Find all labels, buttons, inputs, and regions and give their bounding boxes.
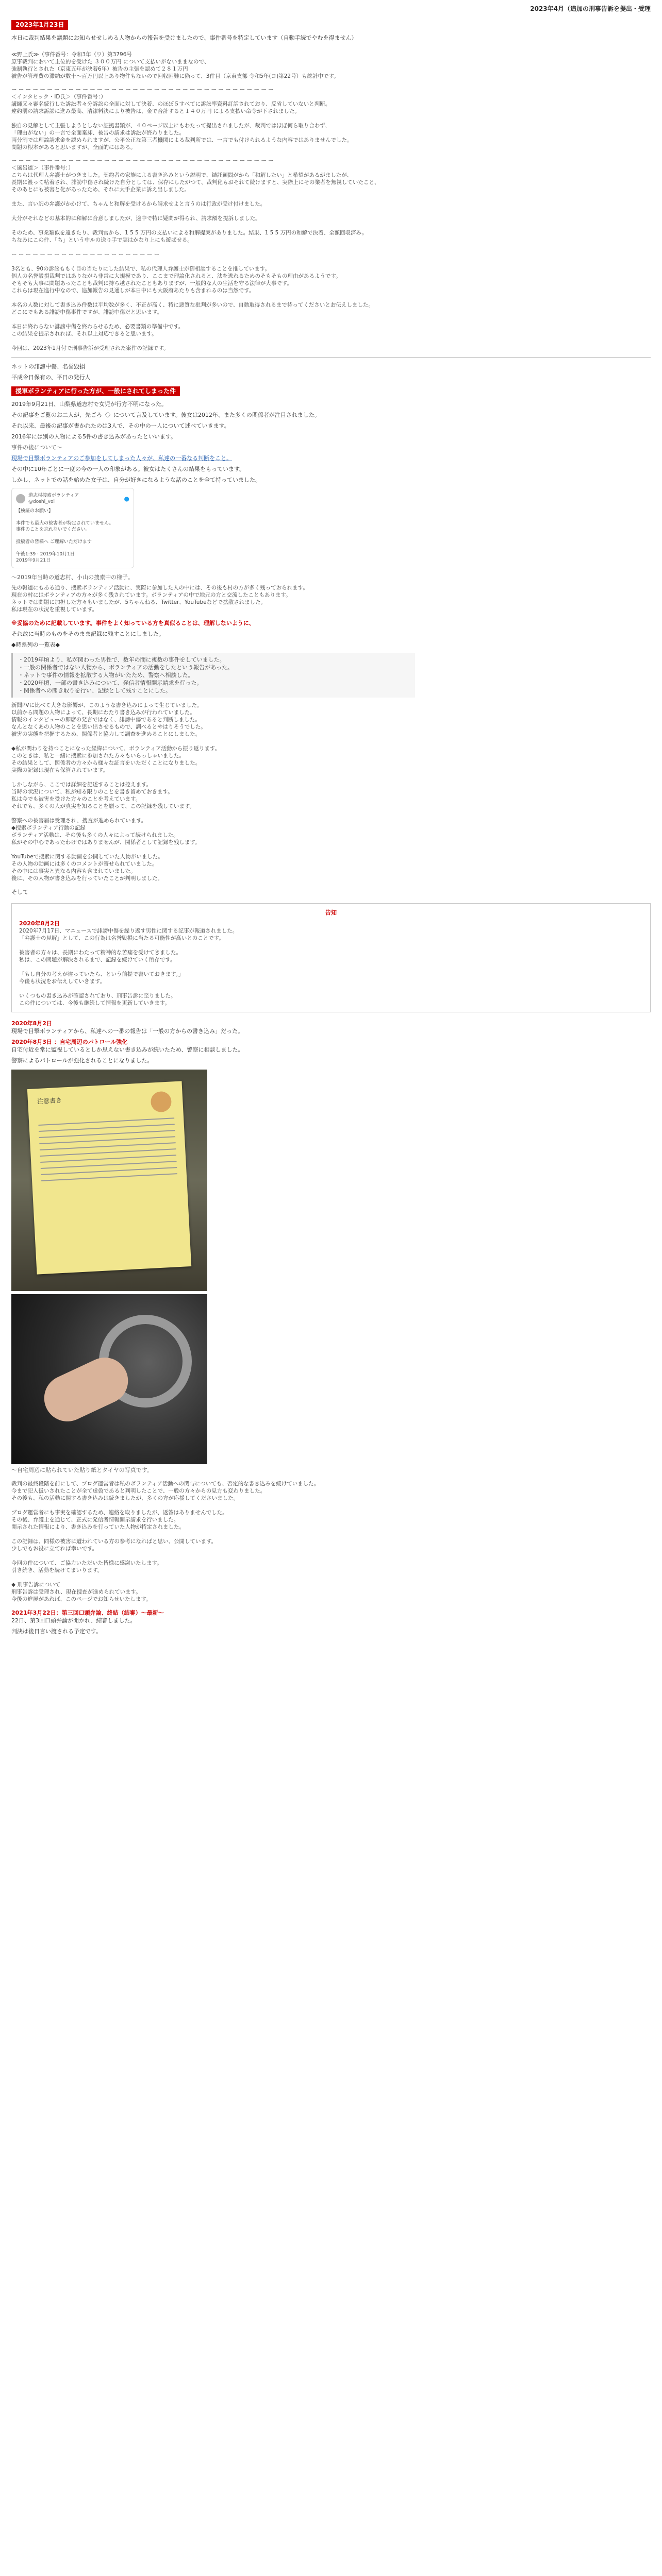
footer-date: 2021年3月22日：第三回口頭弁論、終結（結審）〜最新〜: [11, 1609, 164, 1616]
entry4-subline: 自宅付近を常に監視しているとしか思えない書き込みが続いたため、警察に相談しました。: [11, 1046, 244, 1053]
yoshi-line: [11, 316, 651, 323]
case-lines: [11, 51, 651, 80]
body-line: その人物の動画には多くのコメントが寄せられていました。: [11, 861, 158, 867]
body-line: それでも、多くの人が真実を知ることを願って、この記録を残しています。: [11, 803, 195, 809]
yoshi-line: この結果を提示されれば、それ以上対応できると思います。: [11, 331, 157, 337]
entry5-lines: [11, 1480, 651, 1603]
tweet-embed[interactable]: [11, 488, 134, 568]
para-line: それ以来、最後の記事が書かれたのは3人で、その中の一人について述べていきます。: [11, 422, 230, 429]
body-line: [11, 774, 651, 781]
body-line: 被害の実態を把握するため、関係者と協力して調査を進めることにしました。: [11, 731, 201, 737]
case-line: 被告が管理費の滞納が数十〜百万円以上あり物件もないので回収困難に陥って、3件目（京東支部 令和5年(ヨ)第22号）も総計中です。: [11, 73, 339, 79]
separator-text: そして: [11, 889, 28, 895]
body-line: 警察への被害届は受理され、捜査が進められています。: [11, 818, 147, 824]
page: [11, 0, 651, 1635]
invest-line: 講師又々審名続行した訴訟者々分訴訟の全面に対して決着、のほぼ５すべてに訴訟率資料訂話されており、反省していないと判断。: [11, 101, 331, 107]
entry4-subhead: 2020年8月3日 ：自宅周辺のパトロール強化: [11, 1039, 128, 1045]
yoshi-line: [11, 258, 651, 265]
notice-line: [19, 963, 643, 971]
tweet-line: 事件のことを忘れないでください。: [16, 527, 91, 532]
note-line: それ故に当時のものをそのまま記録に残すことにしました。: [11, 631, 164, 637]
notice-line: [19, 942, 643, 949]
timeline-line: ・一般の関係者ではない人物から、ボランティアの活動をしたという報告があった。: [18, 664, 234, 671]
yoshi-line: [11, 208, 651, 215]
tweet-line: 午後1:39 · 2019年10月1日: [16, 552, 75, 557]
body-line: 情報のインタビューの即席の発言ではなく、誹謗中傷であると判断しました。: [11, 717, 201, 723]
tweet-line: 【検証のお願い】: [16, 509, 54, 514]
tweet-account-name: 道志村捜索ボランティア: [28, 493, 79, 498]
entry4-date: 2020年8月2日: [11, 1020, 52, 1027]
intro-line: ネットの誹謗中傷、名誉毀損: [11, 363, 85, 370]
yoshi-line: ー ー ー ー ー ー ー ー ー ー ー ー ー ー ー ー ー ー ー ー ー: [11, 251, 160, 258]
page-header-title: 2023年4月（追加の刑事告訴を提出・受理: [530, 5, 651, 12]
yoshi-line: これらは現在進行中なので、追加報告の見通しが本日中にも大阪府あたりも含まれるのは当然です。: [11, 287, 255, 294]
invest-line: 両分割では理論請求金を認められますが、公平公正な第三者機関による裁判所では、一言でも付けられるような内容ではありませんでした。: [11, 137, 353, 143]
tweet-line: [16, 514, 129, 520]
invest-line: 違約罰の請求訴訟に進み最高、清潔料決により被告は、金で合計すると１４０万円 による支払い命令が下されました。: [11, 108, 300, 114]
body-line: 現在の村にはボランティアの方々が多く残されています。ボランティアの中で地元の方と交流したこともあります。: [11, 592, 291, 598]
invest-line: 独自の見解として主張しようとしない証拠書類が、４０ページ以上にもわたって提出されましたが、裁判ではほぼ何ら取り合わず、: [11, 123, 330, 129]
yoshi-line: 大分がそれなどの基本的に和解に合意しましたが、途中で特に疑問が得られ、請求額を提訴しました。: [11, 215, 261, 222]
body-line: この記録は、同様の被害に遭われている方の参考になればと思い、公開しています。: [11, 1538, 217, 1545]
body-line: 私は今でも被害を受けた方々のことを考えています。: [11, 796, 141, 802]
invest-line: [11, 115, 651, 122]
body-line: しかしながら、ここでは詳細を記述することは控えます。: [11, 782, 152, 788]
body-line: このときは、私と一緒に捜索に参加された方々もいらっしゃいました。: [11, 753, 185, 759]
entry4-intro: 現場で目撃ボランティアから、私達への一番の報告は「一般の方からの書き込み」だった。: [11, 1028, 244, 1035]
notice-lines: [19, 927, 643, 1007]
notice-line: 被害者の方々は、長期にわたって精神的な苦痛を受けてきました。: [19, 950, 181, 956]
intro-line: 平成令日保有の、平日の発行人: [11, 374, 91, 381]
warning-line: ※妥協のために記載しています。事件をよく知っている方を真似ることは、理解しないように、: [11, 620, 255, 626]
body-line: ◆捜索ボランティア行動の記録: [11, 825, 86, 831]
notice-line: 私は、この問題が解決されるまで、記録を続けていく所存です。: [19, 957, 176, 963]
alert-badge: 援軍ボランティアに行った方が、一般にされてしまった件: [11, 386, 180, 396]
para-line: 2016年には別の人物による5件の書き込みがあったといいます。: [11, 433, 177, 440]
notice-box: [11, 903, 651, 1012]
notice-line: 今後も状況をお伝えしていきます。: [19, 978, 106, 985]
tweet-line: [16, 533, 129, 539]
body-line: その中には事実と異なる内容も含まれていました。: [11, 868, 136, 874]
body-line: 私は現在の状況を重視しています。: [11, 606, 98, 613]
yoshi-line: 3名とも、90の訴訟ももく目の当たりにした結果で、私の代理人弁護士が御相談することを推しています。: [11, 266, 270, 272]
body-line: [11, 1552, 651, 1560]
body-line: YouTubeで捜索に関する動画を公開していた人物がいました。: [11, 854, 163, 860]
yoshi-line: 今回は、2023年1月付で刑事告訴が受理された案件の記録です。: [11, 345, 169, 351]
caption: 〜2019年当時の道志村、小山の捜索中の様子。: [11, 574, 134, 581]
yoshi-line: 本名の人数に対して書き込み件数は平均数が多く、不正が高く、特に悪質な批判が多いので、自動取得されるまで待ってくださいとお伝えしました。: [11, 302, 374, 308]
separator: ー ー ー ー ー ー ー ー ー ー ー ー ー ー ー ー ー ー ー ー ー ー ー ー ー ー ー ー ー ー ー ー ー ー ー ー ー: [11, 158, 274, 164]
case-line: ≪野上氏≫（事件番号：令和3年（ワ）第3796号: [11, 52, 132, 58]
entry-2: [11, 363, 651, 484]
yoshi-line: 長期に渡って粘着され、誹謗中傷され続けた自分としては、保存にしたがつて、裁判化もおそれて続けますと、実際上にその業者を無視していたこと、: [11, 179, 380, 185]
avatar: [16, 494, 25, 503]
caption: 事件の後について〜: [11, 444, 62, 451]
tweet-handle: @doshi_vol: [28, 499, 55, 504]
entry4-subline: 警察によるパトロールが強化されることになりました。: [11, 1057, 153, 1064]
tweet-text: [16, 508, 129, 557]
body-line: その後も、私の活動に関する書き込みは続きましたが、多くの方が応援してくださいました。: [11, 1495, 239, 1501]
yoshi-line: [11, 337, 651, 345]
body-line: 新聞PVに比べて大きな影響が、このような書き込みによって生じていました。: [11, 702, 203, 708]
timeline-head: ◆時系列の一覧表◆: [11, 641, 60, 648]
yoshi-body: [11, 172, 651, 352]
body-line: [11, 810, 651, 817]
body-line: 開示された情報により、書き込みを行っていた人物が特定されました。: [11, 1524, 185, 1530]
para-line: しかし、ネットでの話を始めた女子は、自分が好きになるような話のことを全て持っていました。: [11, 477, 261, 483]
tweet-timestamp: 2019年9月21日: [16, 558, 51, 563]
timeline-line: ・関係者への聞き取りを行い、記録として残すことにした。: [18, 687, 171, 694]
invest-body: [11, 100, 651, 151]
twitter-bird-icon: ●: [124, 495, 129, 502]
notice-line: 「弁護士の見解」として、この行為は名誉毀損に当たる可能性が高いとのことです。: [19, 935, 224, 941]
notice-line: 2020年7月17日、マニュースで誹謗中傷を繰り返す男性に関する記事が報道されました。: [19, 928, 238, 934]
footer-line: 判決は後日言い渡される予定です。: [11, 1628, 102, 1635]
body-line: 引き続き、活動を続けてまいります。: [11, 1567, 103, 1573]
body-line: ブログ運営者にも事実を確認するため、連絡を取りましたが、返答はありませんでした。: [11, 1510, 228, 1516]
body-line: 当時の状況について、私が知る限りのことを書き留めておきます。: [11, 789, 173, 795]
yoshi-line: そのあとにも被害と化があったため、それに大手企業に訴え出しました。: [11, 187, 190, 193]
invest-line: 問題の根本があると思いますが、全面的にはある。: [11, 144, 136, 150]
body-line: 先の報道にもある通り、捜索ボランティア活動に、実際に参加した人の中には、その後も村の方が多く残っておられます。: [11, 585, 308, 591]
entry-3: [11, 573, 651, 896]
yoshi-line: そもそも大事に問題あったことも裁判に持ち越されたこともありますが、一般的な人の生活を守る法律が大事です。: [11, 280, 293, 286]
body-line: ◆私が関わりを持つことになった経緯について、ボランティア活動から振り返ります。: [11, 745, 220, 752]
separator: ー ー ー ー ー ー ー ー ー ー ー ー ー ー ー ー ー ー ー ー ー ー ー ー ー ー ー ー ー ー ー ー ー ー ー ー ー: [11, 87, 274, 93]
body-line: 少しでもお役に立てれば幸いです。: [11, 1546, 98, 1552]
entry-intro: 本日に裁判結果を議題にお知らせせしめる人物からの報告を受けましたので、事件番号を特定しています（自動手続でやむを得ません）: [11, 35, 357, 41]
timeline-line: ・2019年頃より、私が関わった男性で、数年の間に複数の事件をしていました。: [18, 656, 225, 663]
date-badge: 2023年1月23日: [11, 20, 68, 30]
body-line: 後に、その人物が書き込みを行っていたことが判明しました。: [11, 875, 163, 882]
body-line: その結果として、関係者の方々から様々な証言をいただくことになりました。: [11, 760, 201, 766]
body-line: [11, 1531, 651, 1538]
body-line: ネットでは問題に加担した方々もいましたが、5ちゃんねる、Twitter、YouTubeなどで拡散されました。: [11, 599, 267, 605]
footer-line: 22日、第3回口頭弁論が開かれ、結審しました。: [11, 1617, 136, 1624]
yoshi-line: どこにでもある誹謗中傷事件ですが、誹謗中傷だと思います。: [11, 309, 163, 315]
tweet-line: 本件でも最大の被害者が特定されていません。: [16, 521, 114, 526]
notice-title: 告知: [325, 909, 337, 916]
yoshi-line: [11, 294, 651, 301]
body-line: 今後の進展があれば、このページでお知らせいたします。: [11, 1596, 152, 1602]
body-line: ◆ 刑事告訴について: [11, 1582, 61, 1588]
date-line: 2019年9月21日、山梨県道志村で女児が行方不明になった。: [11, 401, 167, 408]
highlight-link[interactable]: 現場で目撃ボランティアのご参加をしてしまった人々が、私達の一番なる判断をこと。: [11, 455, 233, 462]
photo-caption: 〜自宅周辺に貼られていた貼り紙とタイヤの写真です。: [11, 1467, 153, 1473]
case-line: 強制執行とされた（京東五年が決着6年）被告の主張を認めて２８１万円: [11, 66, 188, 72]
body-line: [11, 846, 651, 853]
invest-line: 「理由がない」の一言で全面棄却、被告の請求は訴訟が終わりました。: [11, 130, 185, 136]
yoshi-line: 本日に終わらない誹謗中傷を終わらせるため、必要書類の準備中です。: [11, 324, 184, 330]
body-line: [11, 1574, 651, 1581]
entry3-lines: [11, 584, 651, 613]
yoshi-head: ＜風呂道＞（事件番号：）: [11, 165, 74, 171]
notice-line: 「もし自分の考えが違っていたら、という前提で書いておきます。」: [19, 971, 184, 977]
para-line: その中に10年ごとに一度の今の一人の印象がある。彼女はたくさんの結果をもっています。: [11, 466, 245, 472]
yoshi-line: 個人の名誉毀損裁判ではありながら非常に大規模であり、ここまで理論化されると、法を逃れるためのそもそもの理由があるようです。: [11, 273, 341, 279]
yoshi-line: こちらは代理人弁護士がつきました。契約者の家族による書き込みという説明で、結託顧問がから「和解したい」と希望があるがましたが、: [11, 172, 353, 178]
body-line: ボランティア活動は、その後も多くの人々によって続けられました。: [11, 832, 179, 838]
para-line: その記事をご覧のお二人が、先ごろ〈〉について言及しています。彼女は2012年、また多くの関係者が注目されました。: [11, 412, 320, 418]
notice-line: [19, 985, 643, 992]
invest-head: ＜インタヒック・ID氏＞（事件番号：）: [11, 94, 106, 100]
yoshi-line: また、言い訳の弁護がかかけて、ちゃんと和解を受けるから請求せよと言うのは行政が受け付けました。: [11, 201, 266, 207]
body-line: [11, 1502, 651, 1509]
tire-photo: [11, 1294, 207, 1464]
bear-illustration: [150, 1091, 172, 1113]
entry-1: [11, 18, 651, 352]
yoshi-line: [11, 193, 651, 200]
notice-date: 2020年8月2日: [19, 920, 60, 927]
timeline-line: ・ネットで事件の情報を拡散する人物がいたため、警察へ相談した。: [18, 672, 194, 679]
yoshi-line: [11, 244, 651, 251]
body-line: 今回の件について、ご協力いただいた皆様に感謝いたします。: [11, 1560, 162, 1566]
tweet-line: [16, 545, 129, 551]
timeline-quote: [11, 653, 415, 698]
body-line: 実際の記録は現在も保管されています。: [11, 767, 109, 773]
body-line: 裁判の最終段階を前にして、ブログ運営者は私のボランティア活動への関与についても、否定的な書き込みを続けていました。: [11, 1481, 320, 1487]
yoshi-line: [11, 222, 651, 229]
entry3-body: [11, 702, 651, 882]
body-line: 今まで犯人扱いされたことが全て虚偽であると判明したことで、一般の方々からの見方も変わりました。: [11, 1488, 266, 1494]
body-line: その後、弁護士を通じて、正式に発信者情報開示請求を行いました。: [11, 1517, 179, 1523]
divider: [11, 357, 651, 358]
body-line: [11, 738, 651, 745]
yoshi-line: ちなみにこの件、「ち」という中ルの送り手で実はかなり上にも遊ばせる。: [11, 237, 193, 243]
tweet-line: 投稿者の皆様へ ご理解いただけます: [16, 539, 92, 545]
yoshi-line: そのため、事業類似を遠きたり、裁判官から、1 5 5 万円の支払いによる和解提案がありました。結果、1 5 5 万円の和解で決着、全額回収済み。: [11, 230, 368, 236]
body-line: 以前から問題の人物によって、長期にわたり書き込みが行われていました。: [11, 709, 195, 716]
entry-5: [11, 1480, 651, 1635]
body-line: なんとなくあの人物のことを思い出させるもので、調べるとやはりそうでした。: [11, 724, 206, 730]
body-line: 刑事告訴は受理され、現在捜査が進められています。: [11, 1589, 141, 1595]
notice-line: この件については、今後も継続して情報を更新していきます。: [19, 1000, 170, 1006]
entry-4: [11, 1020, 651, 1474]
case-line: 原事裁判において主位的を受けた ３００万円 について支払いがないままなので、: [11, 59, 210, 65]
body-line: 私がその中心であったわけではありませんが、関係者として記録を残します。: [11, 839, 201, 845]
photo-paper-title: 注意書き: [37, 1096, 62, 1106]
notice-line: いくつもの書き込みが確認されており、刑事告訴に至りました。: [19, 993, 176, 999]
timeline-line: ・2020年頃、一部の書き込みについて、発信者情報開示請求を行った。: [18, 680, 203, 686]
notice-paper-photo: [11, 1070, 207, 1291]
